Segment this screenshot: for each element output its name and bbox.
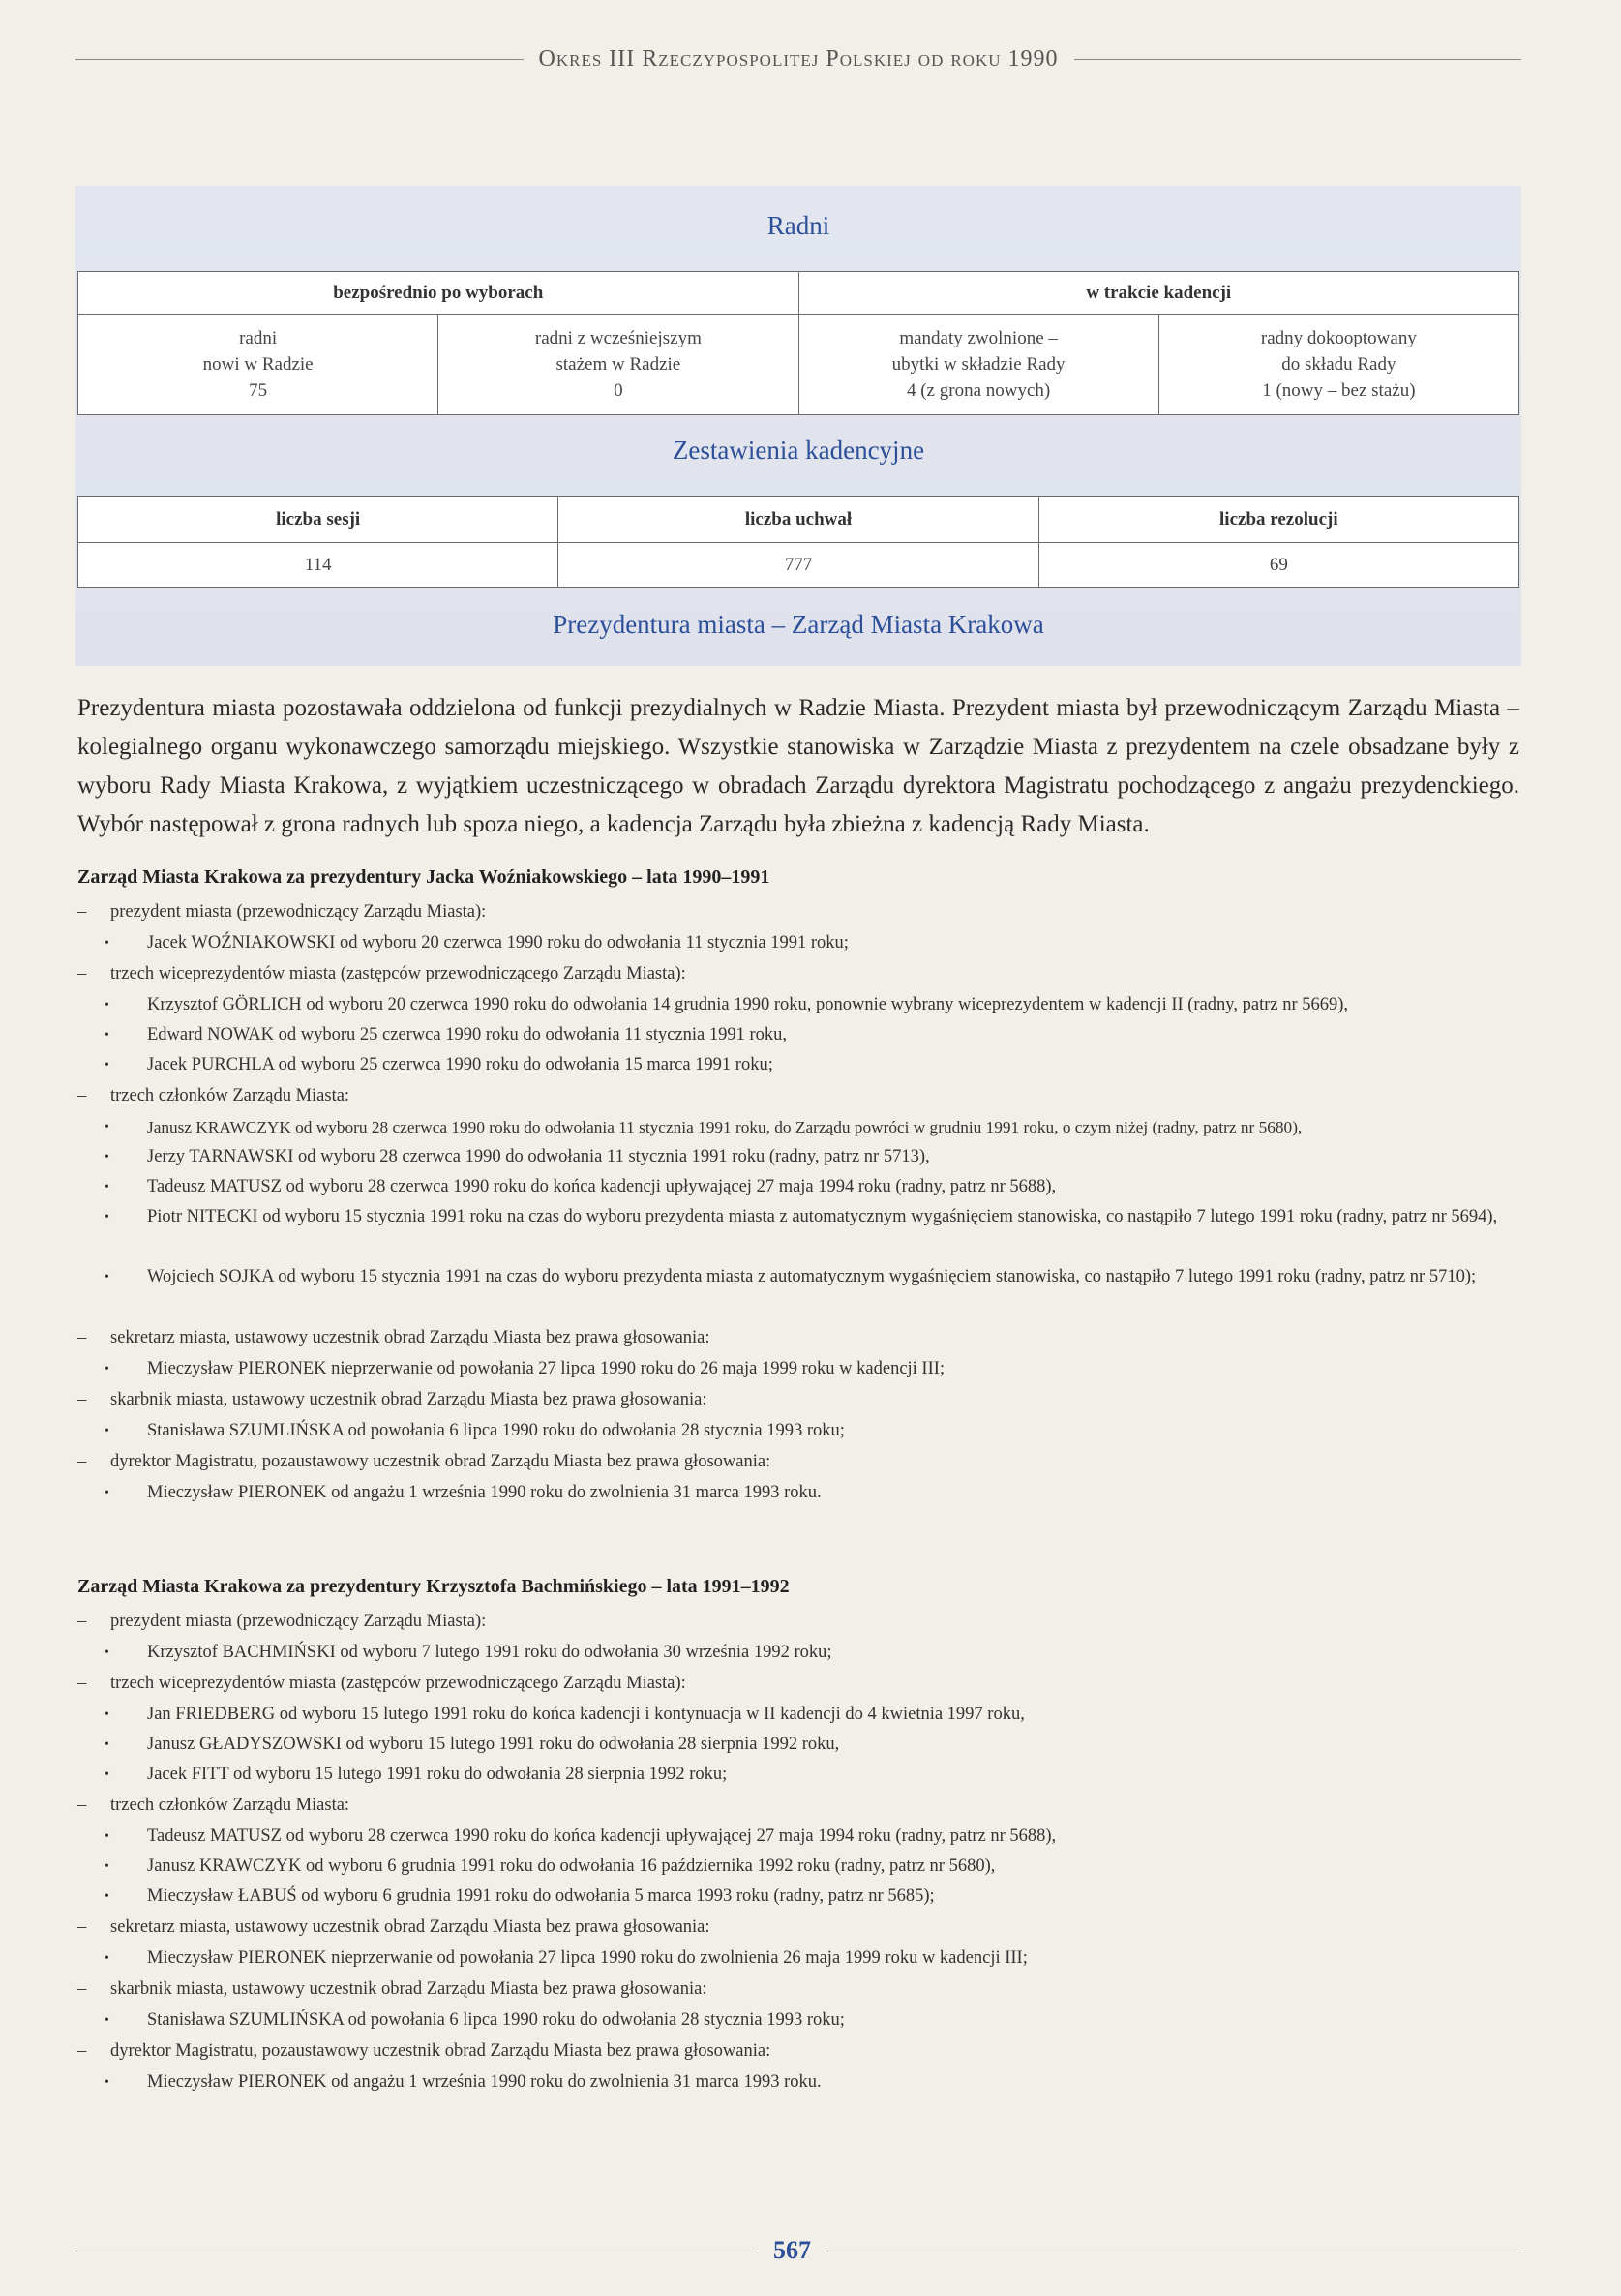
list-item: – trzech wiceprezydentów miasta (zastępców przewodniczącego Zarządu Miasta): — [77, 958, 1529, 990]
cell-line: ubytki w składzie Rady — [891, 354, 1066, 375]
cell-value: 1 (nowy – bez stażu) — [1262, 380, 1416, 401]
summary-panel — [75, 186, 1521, 666]
list-item-text: sekretarz miasta, ustawowy uczestnik obrad Zarządu Miasta bez prawa głosowania: — [110, 1328, 710, 1347]
header-rule-right — [1074, 59, 1522, 60]
list-item-text: Jacek FITT od wyboru 15 lutego 1991 roku do odwołania 28 sierpnia 1992 roku; — [147, 1765, 728, 1784]
list-item: • Janusz GŁADYSZOWSKI od wyboru 15 lutego 1991 roku do odwołania 28 sierpnia 1992 roku, — [77, 1730, 1529, 1760]
zarzad2-list — [77, 1576, 1529, 2098]
list-item-text: prezydent miasta (przewodniczący Zarządu Miasta): — [110, 902, 487, 921]
cell-line: radny dokooptowany — [1260, 328, 1417, 348]
list-item-text: Stanisława SZUMLIŃSKA od powołania 6 lipca 1990 roku do odwołania 28 stycznia 1993 roku; — [147, 1421, 845, 1440]
list-item: • Mieczysław PIERONEK nieprzerwanie od powołania 27 lipca 1990 roku do 26 maja 1999 roku w kadencji III; — [77, 1354, 1529, 1384]
cell-line: nowi w Radzie — [202, 354, 314, 375]
radni-group-right: w trakcie kadencji — [798, 272, 1519, 315]
list-item: • Janusz KRAWCZYK od wyboru 6 grudnia 1991 roku do odwołania 16 października 1992 roku (radny, patrz nr 5680), — [77, 1852, 1529, 1882]
zestawienia-header-uchwaly: liczba uchwał — [558, 497, 1038, 543]
list-item: – dyrektor Magistratu, pozaustawowy uczestnik obrad Zarządu Miasta bez prawa głosowania: — [77, 2036, 1529, 2068]
list-item-text: trzech członków Zarządu Miasta: — [110, 1796, 350, 1815]
radni-cell-vacated — [798, 315, 1158, 415]
list-item: • Jacek FITT od wyboru 15 lutego 1991 roku do odwołania 28 sierpnia 1992 roku; — [77, 1760, 1529, 1790]
list-item-text: Janusz KRAWCZYK od wyboru 6 grudnia 1991 roku do odwołania 16 października 1992 roku (radny, patrz nr 5680), — [147, 1857, 996, 1876]
list-item-text: skarbnik miasta, ustawowy uczestnik obrad Zarządu Miasta bez prawa głosowania: — [110, 1390, 707, 1409]
list-item-text: dyrektor Magistratu, pozaustawowy uczestnik obrad Zarządu Miasta bez prawa głosowania: — [110, 2041, 771, 2061]
list-item: – skarbnik miasta, ustawowy uczestnik obrad Zarządu Miasta bez prawa głosowania: — [77, 1384, 1529, 1416]
list-item: – prezydent miasta (przewodniczący Zarządu Miasta): — [77, 896, 1529, 928]
zestawienia-header-rezolucje: liczba rezolucji — [1038, 497, 1518, 543]
list-item: • Tadeusz MATUSZ od wyboru 28 czerwca 1990 roku do końca kadencji upływającej 27 maja 1994 roku (radny, patrz nr 5688), — [77, 1822, 1529, 1852]
list-item-text: Stanisława SZUMLIŃSKA od powołania 6 lipca 1990 roku do odwołania 28 stycznia 1993 roku; — [147, 2010, 845, 2030]
cell-line: mandaty zwolnione – — [899, 328, 1058, 348]
list-item: • Mieczysław PIERONEK od angażu 1 września 1990 roku do zwolnienia 31 marca 1993 roku. — [77, 1478, 1529, 1508]
list-item: – dyrektor Magistratu, pozaustawowy uczestnik obrad Zarządu Miasta bez prawa głosowania: — [77, 1446, 1529, 1478]
radni-group-left: bezpośrednio po wyborach — [78, 272, 799, 315]
running-title: Okres III Rzeczypospolitej Polskiej od roku 1990 — [538, 46, 1059, 72]
list-item-text: Krzysztof GÖRLICH od wyboru 20 czerwca 1990 roku do odwołania 14 grudnia 1990 roku, ponownie wybrany wiceprezydentem w kadencji II (radny, patrz nr 5669), — [147, 995, 1349, 1014]
list-item: • Wojciech SOJKA od wyboru 15 stycznia 1991 na czas do wyboru prezydenta miasta z automatycznym wygaśnięciem stanowiska, co nastąpiło 7 lutego 1991 roku (radny, patrz nr 5710); — [77, 1262, 1529, 1322]
zestawienia-header-sesje: liczba sesji — [78, 497, 558, 543]
cell-line: do składu Rady — [1281, 354, 1396, 375]
list-item: • Jerzy TARNAWSKI od wyboru 28 czerwca 1990 do odwołania 11 stycznia 1991 roku (radny, patrz nr 5713), — [77, 1142, 1529, 1172]
zestawienia-value-rezolucje: 69 — [1038, 543, 1518, 588]
zarzad1-heading: Zarząd Miasta Krakowa za prezydentury Jacka Woźniakowskiego – lata 1990–1991 — [77, 866, 770, 888]
list-item-text: Jacek WOŹNIAKOWSKI od wyboru 20 czerwca 1990 roku do odwołania 11 stycznia 1991 roku; — [147, 933, 849, 952]
list-item-text: trzech członków Zarządu Miasta: — [110, 1086, 350, 1105]
cell-value: 75 — [249, 380, 268, 401]
radni-cell-coopted — [1158, 315, 1518, 415]
list-item: • Jacek PURCHLA od wyboru 25 czerwca 1990 roku do odwołania 15 marca 1991 roku; — [77, 1050, 1529, 1080]
list-item-text: Piotr NITECKI od wyboru 15 stycznia 1991 roku na czas do wyboru prezydenta miasta z automatycznym wygaśnięciem stanowiska, co nastąpiło 7 lutego 1991 roku (radny, patrz nr 5694), — [147, 1207, 1498, 1226]
prezydentura-paragraph: Prezydentura miasta pozostawała oddzielona od funkcji prezydialnych w Radzie Miasta. Prezydent miasta był przewodniczącym Zarządu Miasta – kolegialnego organu wykonawczego samorządu miejskiego. Wszystkie stanowiska w Zarządzie Miasta z prezydentem na czele obsadzane były z wyboru Rady Miasta Krakowa, z wyjątkiem uczestniczącego w obradach Zarządu dyrektora Magistratu pochodzącego z angażu prezydenckiego. Wybór następował z grona radnych lub spoza niego, a kadencja Zarządu była zbieżna z kadencją Rady Miasta. — [77, 695, 1519, 837]
radni-cell-new — [78, 315, 438, 415]
cell-line: stażem w Radzie — [555, 354, 681, 375]
list-item-text: Tadeusz MATUSZ od wyboru 28 czerwca 1990 roku do końca kadencji upływającej 27 maja 1994 roku (radny, patrz nr 5688), — [147, 1177, 1057, 1196]
running-header — [75, 46, 1521, 73]
list-item: • Mieczysław PIERONEK od angażu 1 września 1990 roku do zwolnienia 31 marca 1993 roku. — [77, 2068, 1529, 2098]
list-item: • Jan FRIEDBERG od wyboru 15 lutego 1991 roku do końca kadencji i kontynuacja w II kadencji do 4 kwietnia 1997 roku, — [77, 1700, 1529, 1730]
list-item: – prezydent miasta (przewodniczący Zarządu Miasta): — [77, 1606, 1529, 1638]
list-item-text: Wojciech SOJKA od wyboru 15 stycznia 1991 na czas do wyboru prezydenta miasta z automatycznym wygaśnięciem stanowiska, co nastąpiło 7 lutego 1991 roku (radny, patrz nr 5710); — [147, 1267, 1477, 1286]
prezydentura-title: Prezydentura miasta – Zarząd Miasta Krakowa — [553, 610, 1044, 639]
list-item: – trzech wiceprezydentów miasta (zastępców przewodniczącego Zarządu Miasta): — [77, 1668, 1529, 1700]
page-number: 567 — [773, 2236, 811, 2264]
list-item-text: Jan FRIEDBERG od wyboru 15 lutego 1991 roku do końca kadencji i kontynuacja w II kadencji do 4 kwietnia 1997 roku, — [147, 1705, 1025, 1724]
list-item: • Mieczysław PIERONEK nieprzerwanie od powołania 27 lipca 1990 roku do zwolnienia 26 maja 1999 roku w kadencji III; — [77, 1944, 1529, 1974]
list-item: • Krzysztof BACHMIŃSKI od wyboru 7 lutego 1991 roku do odwołania 30 września 1992 roku; — [77, 1638, 1529, 1668]
list-item: – trzech członków Zarządu Miasta: — [77, 1790, 1529, 1822]
list-item: • Edward NOWAK od wyboru 25 czerwca 1990 roku do odwołania 11 stycznia 1991 roku, — [77, 1020, 1529, 1050]
list-item: • Stanisława SZUMLIŃSKA od powołania 6 lipca 1990 roku do odwołania 28 stycznia 1993 roku; — [77, 2006, 1529, 2036]
list-item: • Krzysztof GÖRLICH od wyboru 20 czerwca 1990 roku do odwołania 14 grudnia 1990 roku, ponownie wybrany wiceprezydentem w kadencji II (radny, patrz nr 5669), — [77, 990, 1529, 1020]
page-footer — [75, 2236, 1521, 2265]
list-item-text: Jacek PURCHLA od wyboru 25 czerwca 1990 roku do odwołania 15 marca 1991 roku; — [147, 1055, 773, 1074]
list-item-text: Mieczysław ŁABUŚ od wyboru 6 grudnia 1991 roku do odwołania 5 marca 1993 roku (radny, patrz nr 5685); — [147, 1887, 935, 1906]
zestawienia-value-sesje: 114 — [78, 543, 558, 588]
list-item: – sekretarz miasta, ustawowy uczestnik obrad Zarządu Miasta bez prawa głosowania: — [77, 1322, 1529, 1354]
zestawienia-title: Zestawienia kadencyjne — [672, 436, 925, 465]
zarzad2-heading: Zarząd Miasta Krakowa za prezydentury Krzysztofa Bachmińskiego – lata 1991–1992 — [77, 1576, 790, 1597]
header-rule-left — [75, 59, 524, 60]
list-item-text: Krzysztof BACHMIŃSKI od wyboru 7 lutego 1991 roku do odwołania 30 września 1992 roku; — [147, 1643, 832, 1662]
cell-line: radni z wcześniejszym — [534, 328, 702, 348]
zestawienia-table — [77, 496, 1519, 588]
list-item: – skarbnik miasta, ustawowy uczestnik obrad Zarządu Miasta bez prawa głosowania: — [77, 1974, 1529, 2006]
list-item-text: skarbnik miasta, ustawowy uczestnik obrad Zarządu Miasta bez prawa głosowania: — [110, 1979, 707, 1999]
list-item-text: Tadeusz MATUSZ od wyboru 28 czerwca 1990 roku do końca kadencji upływającej 27 maja 1994 roku (radny, patrz nr 5688), — [147, 1827, 1057, 1846]
radni-title: Radni — [766, 211, 830, 240]
zarzad1-list — [77, 866, 1529, 1508]
list-item-text: Jerzy TARNAWSKI od wyboru 28 czerwca 1990 do odwołania 11 stycznia 1991 roku (radny, patrz nr 5713), — [147, 1147, 930, 1166]
list-item-text: Mieczysław PIERONEK nieprzerwanie od powołania 27 lipca 1990 roku do zwolnienia 26 maja 1999 roku w kadencji III; — [147, 1949, 1028, 1968]
list-item: • Piotr NITECKI od wyboru 15 stycznia 1991 roku na czas do wyboru prezydenta miasta z automatycznym wygaśnięciem stanowiska, co nastąpiło 7 lutego 1991 roku (radny, patrz nr 5694), — [77, 1202, 1529, 1262]
list-item-text: Mieczysław PIERONEK od angażu 1 września 1990 roku do zwolnienia 31 marca 1993 roku. — [147, 1483, 822, 1502]
list-item-text: trzech wiceprezydentów miasta (zastępców przewodniczącego Zarządu Miasta): — [110, 1674, 686, 1693]
list-item: • Tadeusz MATUSZ od wyboru 28 czerwca 1990 roku do końca kadencji upływającej 27 maja 1994 roku (radny, patrz nr 5688), — [77, 1172, 1529, 1202]
list-item-text: prezydent miasta (przewodniczący Zarządu Miasta): — [110, 1612, 487, 1631]
list-item-text: Janusz GŁADYSZOWSKI od wyboru 15 lutego 1991 roku do odwołania 28 sierpnia 1992 roku, — [147, 1735, 840, 1754]
list-item-text: sekretarz miasta, ustawowy uczestnik obrad Zarządu Miasta bez prawa głosowania: — [110, 1918, 710, 1937]
list-item-text: dyrektor Magistratu, pozaustawowy uczestnik obrad Zarządu Miasta bez prawa głosowania: — [110, 1452, 771, 1471]
list-item-text: trzech wiceprezydentów miasta (zastępców przewodniczącego Zarządu Miasta): — [110, 964, 686, 983]
list-item-text: Edward NOWAK od wyboru 25 czerwca 1990 roku do odwołania 11 stycznia 1991 roku, — [147, 1025, 788, 1044]
list-item: – trzech członków Zarządu Miasta: — [77, 1080, 1529, 1112]
cell-line: radni — [239, 328, 278, 348]
list-item: • Mieczysław ŁABUŚ od wyboru 6 grudnia 1991 roku do odwołania 5 marca 1993 roku (radny, patrz nr 5685); — [77, 1882, 1529, 1912]
cell-value: 4 (z grona nowych) — [906, 380, 1051, 401]
list-item-text: Mieczysław PIERONEK nieprzerwanie od powołania 27 lipca 1990 roku do 26 maja 1999 roku w kadencji III; — [147, 1359, 946, 1378]
list-item: • Jacek WOŹNIAKOWSKI od wyboru 20 czerwca 1990 roku do odwołania 11 stycznia 1991 roku; — [77, 928, 1529, 958]
radni-table — [77, 271, 1519, 415]
list-item: – sekretarz miasta, ustawowy uczestnik obrad Zarządu Miasta bez prawa głosowania: — [77, 1912, 1529, 1944]
radni-cell-experienced — [438, 315, 798, 415]
list-item-text: Mieczysław PIERONEK od angażu 1 września 1990 roku do zwolnienia 31 marca 1993 roku. — [147, 2072, 822, 2092]
cell-value: 0 — [614, 380, 623, 401]
zestawienia-value-uchwaly: 777 — [558, 543, 1038, 588]
list-item-text: Janusz KRAWCZYK od wyboru 28 czerwca 1990 roku do odwołania 11 stycznia 1991 roku, do Zarządu powróci w grudniu 1991 roku, o czym niżej (radny, patrz nr 5680), — [147, 1118, 1303, 1136]
list-item: • Stanisława SZUMLIŃSKA od powołania 6 lipca 1990 roku do odwołania 28 stycznia 1993 roku; — [77, 1416, 1529, 1446]
list-item: • Janusz KRAWCZYK od wyboru 28 czerwca 1990 roku do odwołania 11 stycznia 1991 roku, do Zarządu powróci w grudniu 1991 roku, o czym niżej (radny, patrz nr 5680), — [77, 1112, 1529, 1142]
